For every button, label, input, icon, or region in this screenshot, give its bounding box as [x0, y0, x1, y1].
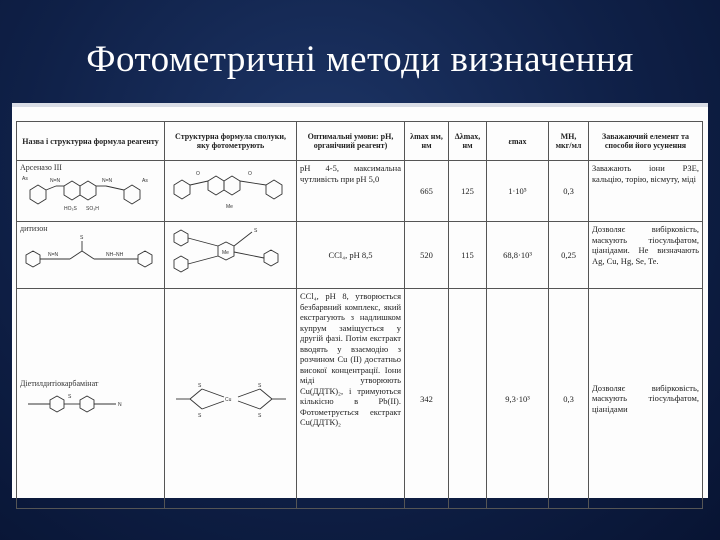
- svg-text:HO₃S: HO₃S: [64, 206, 77, 212]
- table-image: [12, 103, 708, 498]
- epsilon-cell: 9,3·10³: [487, 289, 549, 509]
- compound-cell: [165, 222, 297, 289]
- reagent-name: Арсеназо ІІІ: [20, 163, 62, 172]
- epsilon-cell: 68,8·10³: [487, 222, 549, 289]
- dlambda-cell: 115: [449, 222, 487, 289]
- header-compound: Структурна формула сполуки, яку фотометрують: [165, 122, 297, 161]
- conditions-cell: CCl₄, pH 8,5: [297, 222, 405, 289]
- dlambda-cell: [449, 289, 487, 509]
- svg-text:As: As: [22, 176, 28, 182]
- mn-cell: 0,3: [549, 289, 589, 509]
- table-row: [17, 161, 703, 222]
- svg-text:SO₃H: SO₃H: [86, 206, 99, 212]
- mn-cell: 0,25: [549, 222, 589, 289]
- header-conditions: Оптимальні умови: рН, органічний реагент): [297, 122, 405, 161]
- interference-cell: Дозволяє вибірковість, маскують тіосульфатом, ціанідами: [589, 289, 703, 509]
- epsilon-cell: 1·10⁵: [487, 161, 549, 222]
- arsenazo-complex-structure-icon: [168, 163, 294, 213]
- svg-text:Cu: Cu: [225, 396, 232, 403]
- header-mn: МН, мкг/мл: [549, 122, 589, 161]
- mn-cell: 0,3: [549, 161, 589, 222]
- header-interference: Заважаючий елемент та способи його усунення: [589, 122, 703, 161]
- header-dlambda: Δλmax, нм: [449, 122, 487, 161]
- svg-text:S: S: [198, 382, 202, 389]
- svg-text:S: S: [258, 412, 262, 419]
- reagent-cell: [17, 289, 165, 509]
- svg-text:Me: Me: [222, 250, 229, 256]
- svg-text:N=N: N=N: [102, 178, 113, 184]
- svg-text:N: N: [118, 402, 122, 408]
- table-row: [17, 222, 703, 289]
- reagent-name: дитизон: [20, 224, 48, 233]
- svg-text:N=N: N=N: [48, 252, 59, 258]
- lambda-cell: 665: [405, 161, 449, 222]
- reagent-name: Діетилдитіокарбамінат: [20, 379, 99, 388]
- svg-text:S: S: [198, 412, 202, 419]
- dithizone-structure-icon: [20, 233, 160, 269]
- svg-text:O: O: [196, 171, 200, 177]
- svg-text:O: O: [248, 171, 252, 177]
- header-lambda: λmax нм, нм: [405, 122, 449, 161]
- svg-text:S: S: [258, 382, 262, 389]
- conditions-cell: pH 4-5, максимальна чутливість при pH 5,0: [297, 161, 405, 222]
- reagent-cell: [17, 161, 165, 222]
- svg-text:S: S: [68, 394, 72, 400]
- dithizonate-structure-icon: [168, 224, 294, 280]
- table-header-row: [17, 122, 703, 161]
- dlambda-cell: 125: [449, 161, 487, 222]
- arsenazo-structure-icon: [20, 172, 160, 214]
- interference-cell: Заважають іони РЗЕ, кальцію, торію, вісмуту, міді: [589, 161, 703, 222]
- table-row: [17, 289, 703, 509]
- svg-text:Me: Me: [226, 204, 233, 210]
- svg-text:As: As: [142, 178, 148, 184]
- methods-table: [16, 121, 703, 509]
- cu-ddtc-complex-structure-icon: [168, 379, 294, 419]
- slide-title: Фотометричні методи визначення: [86, 39, 634, 80]
- svg-text:S: S: [254, 228, 258, 234]
- header-epsilon: εmax: [487, 122, 549, 161]
- header-reagent: Назва і структурна формула реагенту: [17, 122, 165, 161]
- svg-text:S: S: [80, 235, 84, 241]
- compound-cell: [165, 161, 297, 222]
- ddtc-structure-icon: [20, 388, 160, 418]
- svg-text:N=N: N=N: [50, 178, 61, 184]
- reagent-cell: [17, 222, 165, 289]
- lambda-cell: 342: [405, 289, 449, 509]
- interference-cell: Дозволяє вибірковість, маскують тіосульфатом, ціанідами. Не визначають Ag, Cu, Hg, Se, Te.: [589, 222, 703, 289]
- conditions-cell: CCl₄, pH 8, утворюється безбарвний комплекс, який екстрагують з надлишком купрум заміщується у другій фазі. Потім екстракт вводять у взаємодію з розчином Cu (II) достатньо високої концентрації. Іони міді утворюють Cu(ДДТК)₂, і тримуються кількісно в Pb(II). Фотометрується екстракт Cu(ДДТК)₂: [297, 289, 405, 509]
- lambda-cell: 520: [405, 222, 449, 289]
- compound-cell: [165, 289, 297, 509]
- svg-text:NH–NH: NH–NH: [106, 252, 124, 258]
